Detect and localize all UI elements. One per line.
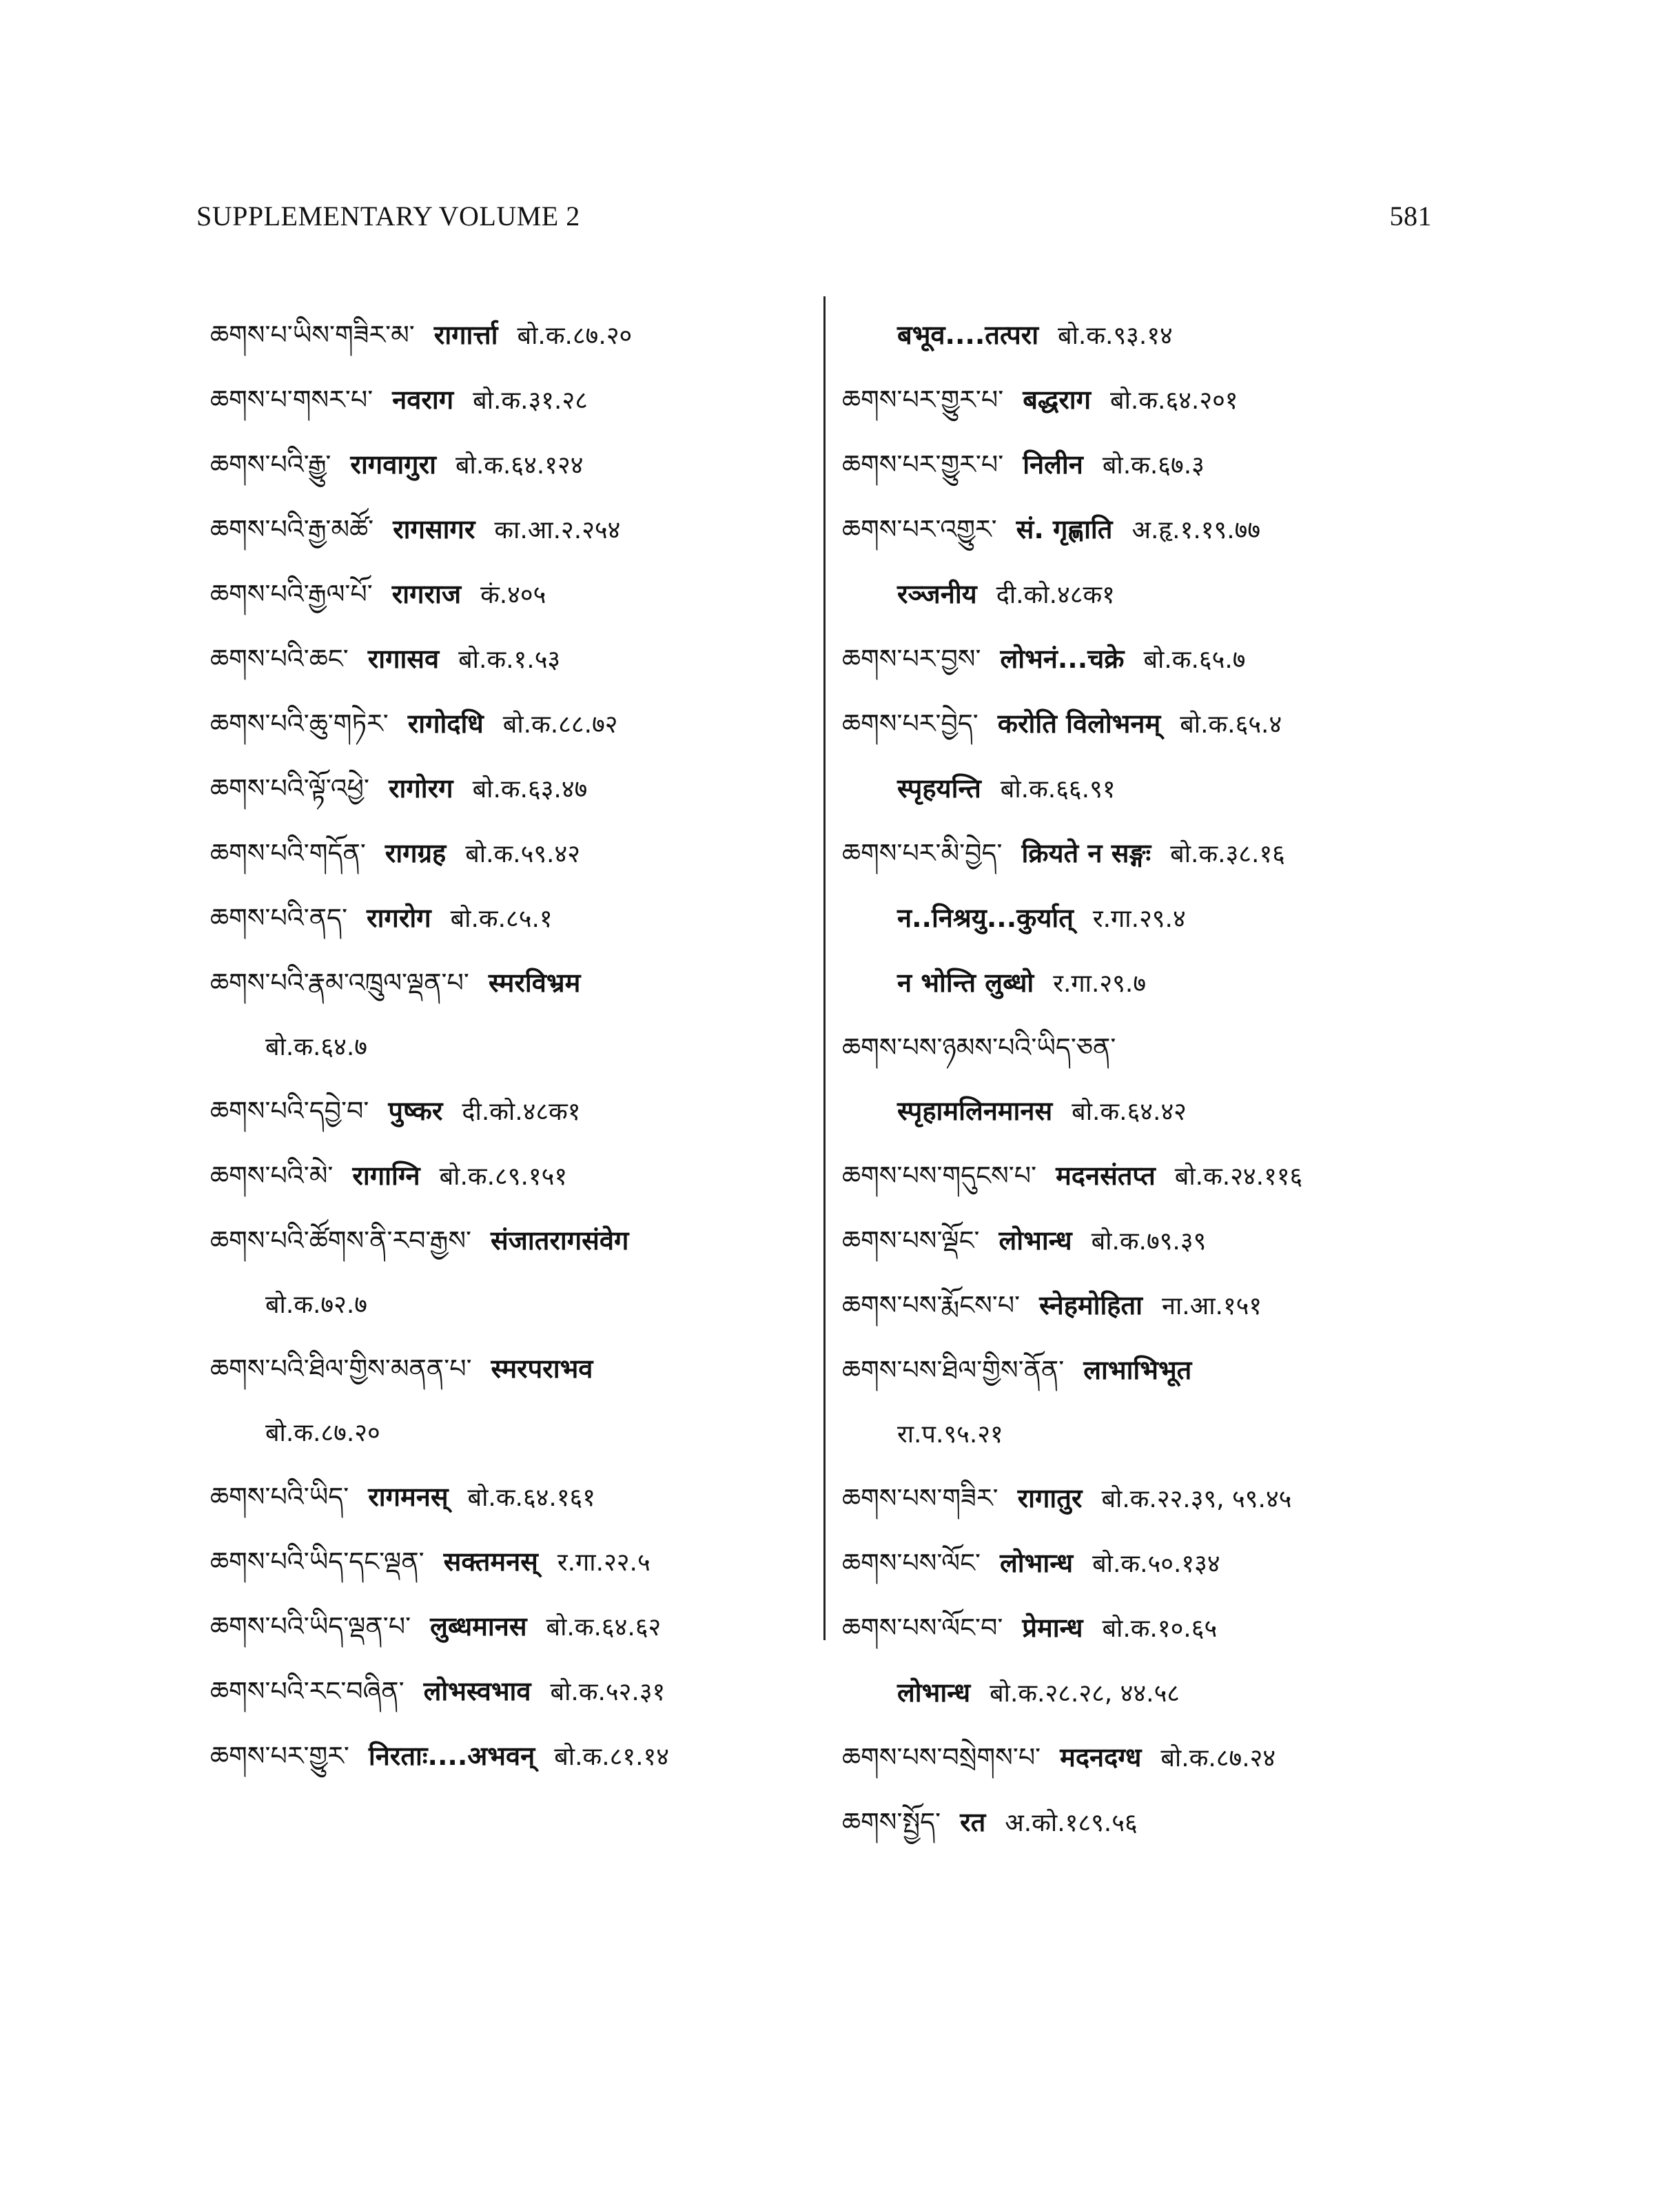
dictionary-entry (210, 562, 817, 627)
sanskrit-equivalent: स्मरविभ्रम (488, 968, 581, 998)
tibetan-headword: ཆགས་པས་གདུངས་པ་ (842, 1161, 1037, 1191)
dictionary-entry (842, 1596, 1462, 1661)
dictionary-entry (842, 1209, 1462, 1274)
tibetan-headword: ཆགས་པས་ལྡོང་ (842, 1225, 980, 1256)
source-reference: बो.क.६६.९१ (1000, 775, 1116, 804)
sanskrit-equivalent: सक्तमनस् (443, 1546, 538, 1577)
dictionary-entry (210, 1272, 817, 1337)
source-reference: अ.को.१८९.५६ (1005, 1809, 1138, 1837)
tibetan-headword: ཆགས་པའི་ཡིད་དང་ལྡན་ (210, 1546, 424, 1577)
sanskrit-equivalent: पुष्कर (388, 1096, 443, 1126)
source-reference: बो.क.७९.३९ (1091, 1227, 1207, 1256)
volume-title: SUPPLEMENTARY VOLUME 2 (196, 201, 580, 232)
dictionary-entry (842, 303, 1462, 368)
dictionary-entry (210, 951, 817, 1014)
sanskrit-equivalent: स्पृहामलिनमानस (897, 1096, 1053, 1126)
tibetan-headword: ཆགས་པའི་རྒྱ་མཚོ་ (210, 514, 374, 544)
sanskrit-equivalent: रागासव (367, 644, 440, 674)
left-column (210, 303, 817, 1789)
sanskrit-equivalent: नवराग (392, 385, 454, 415)
dictionary-entry (210, 1659, 817, 1724)
tibetan-headword: ཆགས་པའི་ནད་ (210, 903, 348, 933)
tibetan-headword: ཆགས་པས་གཟིར་ (842, 1483, 998, 1513)
sanskrit-equivalent: स्मरपराभव (491, 1353, 593, 1384)
sanskrit-equivalent: संजातरागसंवेग (490, 1225, 629, 1256)
sanskrit-equivalent: रागमनस् (368, 1482, 449, 1512)
dictionary-entry (842, 1790, 1462, 1855)
sanskrit-equivalent: रागोदधि (407, 708, 484, 739)
dictionary-entry (842, 1338, 1462, 1402)
source-reference: बो.क.८८.७२ (502, 711, 618, 739)
source-reference: बो.क.६४.४२ (1072, 1098, 1187, 1126)
tibetan-headword: ཆགས་པའི་རང་བཞིན་ (210, 1676, 404, 1706)
sanskrit-equivalent: लाभाभिभूत (1083, 1355, 1192, 1385)
tibetan-headword: ཆགས་པས་ཉམས་པའི་ཡིད་ཅན་ (842, 1032, 1116, 1063)
source-reference: बो.क.६४.१२४ (455, 451, 584, 480)
sanskrit-equivalent: स्पृहयन्ति (897, 773, 981, 804)
dictionary-entry (210, 368, 817, 433)
sanskrit-equivalent: रागरोग (367, 903, 431, 933)
tibetan-headword: ཆགས་པས་ཐིལ་གྱིས་ནོན་ (842, 1355, 1065, 1385)
source-reference: बो.क.८९.१५१ (439, 1163, 568, 1191)
tibetan-headword: ཆགས་པས་བསྲེགས་པ་ (842, 1742, 1041, 1772)
dictionary-entry (210, 1724, 817, 1789)
source-reference: बो.क.३१.२८ (473, 387, 588, 415)
dictionary-entry (842, 1531, 1462, 1596)
tibetan-headword: ཆགས་པ་གསར་པ་ (210, 385, 373, 415)
dictionary-entry (842, 951, 1462, 1016)
dictionary-entry (842, 886, 1462, 951)
sanskrit-equivalent: रञ्जनीय (897, 579, 977, 609)
sanskrit-equivalent: मदनदग्ध (1060, 1742, 1142, 1772)
tibetan-headword: ཆགས་པའི་དབྱེ་བ་ (210, 1096, 369, 1126)
sanskrit-equivalent: सं. गृह्णाति (1016, 514, 1113, 544)
tibetan-headword: ཆགས་སྤྱོད་ (842, 1807, 941, 1837)
sanskrit-equivalent: क्रियते न सङ्गः (1021, 838, 1151, 868)
source-reference: बो.क.५०.१३४ (1092, 1550, 1220, 1578)
sanskrit-equivalent: बद्धराग (1023, 385, 1092, 415)
dictionary-entry (210, 1079, 817, 1144)
sanskrit-equivalent: मदनसंतप्त (1056, 1161, 1156, 1191)
sanskrit-equivalent: रागराज (391, 579, 462, 609)
sanskrit-equivalent: रागार्त्ता (433, 320, 498, 350)
dictionary-entry (210, 1595, 817, 1659)
sanskrit-equivalent: रागसागर (393, 514, 475, 544)
dictionary-entry (210, 1337, 817, 1400)
tibetan-headword: ཆགས་པའི་རྣམ་འཁྲུལ་ལྡན་པ་ (210, 968, 469, 998)
source-reference: बो.क.६४.७ (265, 1033, 368, 1061)
sanskrit-equivalent: रागोरग (389, 773, 453, 804)
column-divider (823, 296, 826, 1640)
tibetan-headword: ཆགས་པར་བྱེད་ (842, 708, 979, 739)
source-reference: बो.क.६५.७ (1143, 646, 1246, 674)
source-reference: र.गा.२९.७ (1053, 970, 1147, 998)
sanskrit-equivalent: लोभान्ध (897, 1677, 971, 1708)
tibetan-headword: ཆགས་པའི་ཡིད་ (210, 1482, 349, 1512)
source-reference: बो.क.६४.२०१ (1110, 387, 1238, 415)
dictionary-entry (210, 692, 817, 757)
source-reference: बो.क.८१.१४ (554, 1743, 669, 1771)
sanskrit-equivalent: न..निश्रयु...कुर्यात् (897, 903, 1074, 933)
dictionary-entry (842, 498, 1462, 562)
sanskrit-equivalent: लोभस्वभाव (423, 1676, 531, 1706)
dictionary-entry (842, 1467, 1462, 1531)
sanskrit-equivalent: न भोन्ति लुब्धो (897, 968, 1034, 998)
source-reference: अ.हृ.१.१९.७७ (1131, 516, 1261, 544)
dictionary-entry (842, 1661, 1462, 1726)
source-reference: रा.प.९५.२१ (897, 1420, 1003, 1449)
dictionary-entry (842, 757, 1462, 821)
tibetan-headword: ཆགས་པའི་ཐིལ་གྱིས་མནན་པ་ (210, 1353, 472, 1384)
dictionary-entry (210, 886, 817, 951)
tibetan-headword: ཆགས་པའི་ཆང་ (210, 644, 349, 674)
source-reference: बो.क.६५.४ (1180, 711, 1282, 739)
tibetan-headword: ཆགས་པར་མི་བྱེད་ (842, 838, 1003, 868)
dictionary-entry (842, 433, 1462, 498)
dictionary-entry (842, 692, 1462, 757)
source-reference: बो.क.८७.२० (265, 1419, 380, 1447)
dictionary-entry (842, 368, 1462, 433)
dictionary-entry (210, 757, 817, 821)
sanskrit-equivalent: रागवागुरा (350, 449, 436, 480)
source-reference: बो.क.२८.२८, ४४.५८ (990, 1679, 1180, 1708)
source-reference: बो.क.५९.४२ (465, 840, 580, 868)
dictionary-entry (210, 1014, 817, 1079)
source-reference: बो.क.६४.६२ (546, 1613, 662, 1642)
sanskrit-equivalent: प्रेमान्ध (1022, 1613, 1083, 1643)
source-reference: बो.क.२२.३९, ५९.४५ (1101, 1485, 1292, 1513)
tibetan-headword: ཆགས་པའི་ཡིད་ལྡན་པ་ (210, 1611, 411, 1642)
sanskrit-equivalent: लुब्धमानस (430, 1611, 527, 1642)
tibetan-headword: ཆགས་པར་འགྱུར་ (842, 514, 997, 544)
source-reference: बो.क.८५.१ (450, 905, 553, 933)
source-reference: बो.क.१.५३ (458, 646, 561, 674)
sanskrit-equivalent: निरताः....अभवन् (368, 1741, 535, 1771)
sanskrit-equivalent: रत (960, 1807, 986, 1837)
right-column (842, 303, 1462, 1855)
tibetan-headword: ཆགས་པའི་མེ་ (210, 1161, 334, 1191)
dictionary-entry (210, 498, 817, 562)
tibetan-headword: ཆགས་པས་ལོང་ (842, 1548, 981, 1578)
tibetan-headword: ཆགས་པར་གྱུར་པ་ (842, 385, 1004, 415)
dictionary-entry (842, 821, 1462, 886)
dictionary-entry (842, 1144, 1462, 1209)
source-reference: बो.क.८७.२० (517, 322, 633, 350)
source-reference: बो.क.६७.३ (1102, 451, 1205, 480)
dictionary-entry (210, 821, 817, 886)
running-head (196, 200, 1432, 232)
dictionary-entry (210, 627, 817, 692)
source-reference: बो.क.३८.१६ (1170, 840, 1285, 868)
source-reference: बो.क.६४.१६१ (467, 1484, 595, 1512)
source-reference: दी.को.४८क१ (996, 581, 1115, 609)
dictionary-entry (842, 1274, 1462, 1338)
tibetan-headword: ཆགས་པའི་རྒྱལ་པོ་ (210, 579, 373, 609)
source-reference: बो.क.६३.४७ (472, 775, 588, 804)
dictionary-entry (210, 1400, 817, 1465)
tibetan-headword: ཆགས་པས་རྨོངས་པ་ (842, 1290, 1021, 1320)
source-reference: बो.क.७२.७ (265, 1291, 368, 1319)
sanskrit-equivalent: करोति विलोभनम् (997, 708, 1161, 739)
source-reference: र.गा.२२.५ (557, 1549, 651, 1577)
tibetan-headword: ཆགས་པར་གྱུར་ (210, 1741, 349, 1771)
source-reference: र.गा.२९.४ (1092, 905, 1186, 933)
sanskrit-equivalent: लोभान्ध (1000, 1548, 1074, 1578)
dictionary-entry (210, 433, 817, 498)
sanskrit-equivalent: लोभनं...चक्रे (1000, 644, 1125, 674)
dictionary-entry (210, 303, 817, 368)
sanskrit-equivalent: रागातुर (1017, 1483, 1083, 1513)
source-reference: बो.क.९३.१४ (1058, 322, 1173, 350)
sanskrit-equivalent: निलीन (1023, 449, 1083, 480)
sanskrit-equivalent: बभूव....तत्परा (897, 320, 1039, 350)
dictionary-entry (842, 1016, 1462, 1079)
dictionary-entry (842, 627, 1462, 692)
tibetan-headword: ཆགས་པས་ལོང་བ་ (842, 1613, 1003, 1643)
dictionary-entry (842, 1079, 1462, 1144)
source-reference: कं.४०५ (480, 581, 546, 609)
source-reference: दी.को.४८क१ (462, 1098, 581, 1126)
source-reference: ना.आ.१५१ (1161, 1292, 1262, 1320)
sanskrit-equivalent: रागग्रह (385, 838, 447, 868)
source-reference: बो.क.२४.११६ (1174, 1163, 1303, 1191)
tibetan-headword: ཆགས་པ་ཡིས་གཟིར་མ་ (210, 320, 415, 350)
dictionary-entry (210, 1209, 817, 1272)
sanskrit-equivalent: लोभान्ध (998, 1225, 1072, 1256)
dictionary-entry (210, 1465, 817, 1530)
source-reference: का.आ.२.२५४ (494, 516, 621, 544)
dictionary-entry (842, 562, 1462, 627)
dictionary-entry (210, 1144, 817, 1209)
dictionary-entry (842, 1726, 1462, 1790)
sanskrit-equivalent: रागाग्नि (352, 1161, 420, 1191)
tibetan-headword: ཆགས་པའི་ཆུ་གཏེར་ (210, 708, 389, 739)
source-reference: बो.क.५२.३१ (550, 1678, 666, 1706)
sanskrit-equivalent: स्नेहमोहिता (1039, 1290, 1143, 1320)
source-reference: बो.क.१०.६५ (1102, 1615, 1218, 1643)
tibetan-headword: ཆགས་པའི་ཚོགས་ནི་རབ་རྒྱས་ (210, 1225, 471, 1256)
dictionary-entry (210, 1530, 817, 1595)
tibetan-headword: ཆགས་པའི་གདོན་ (210, 838, 366, 868)
dictionary-entry (842, 1402, 1462, 1467)
tibetan-headword: ཆགས་པར་གྱུར་པ་ (842, 449, 1004, 480)
source-reference: बो.क.८७.२४ (1160, 1744, 1276, 1772)
tibetan-headword: ཆགས་པའི་རྒྱུ་ (210, 449, 331, 480)
page-number: 581 (1389, 201, 1432, 232)
tibetan-headword: ཆགས་པར་བྱས་ (842, 644, 981, 674)
tibetan-headword: ཆགས་པའི་ལྟོ་འཕྱེ་ (210, 773, 370, 804)
